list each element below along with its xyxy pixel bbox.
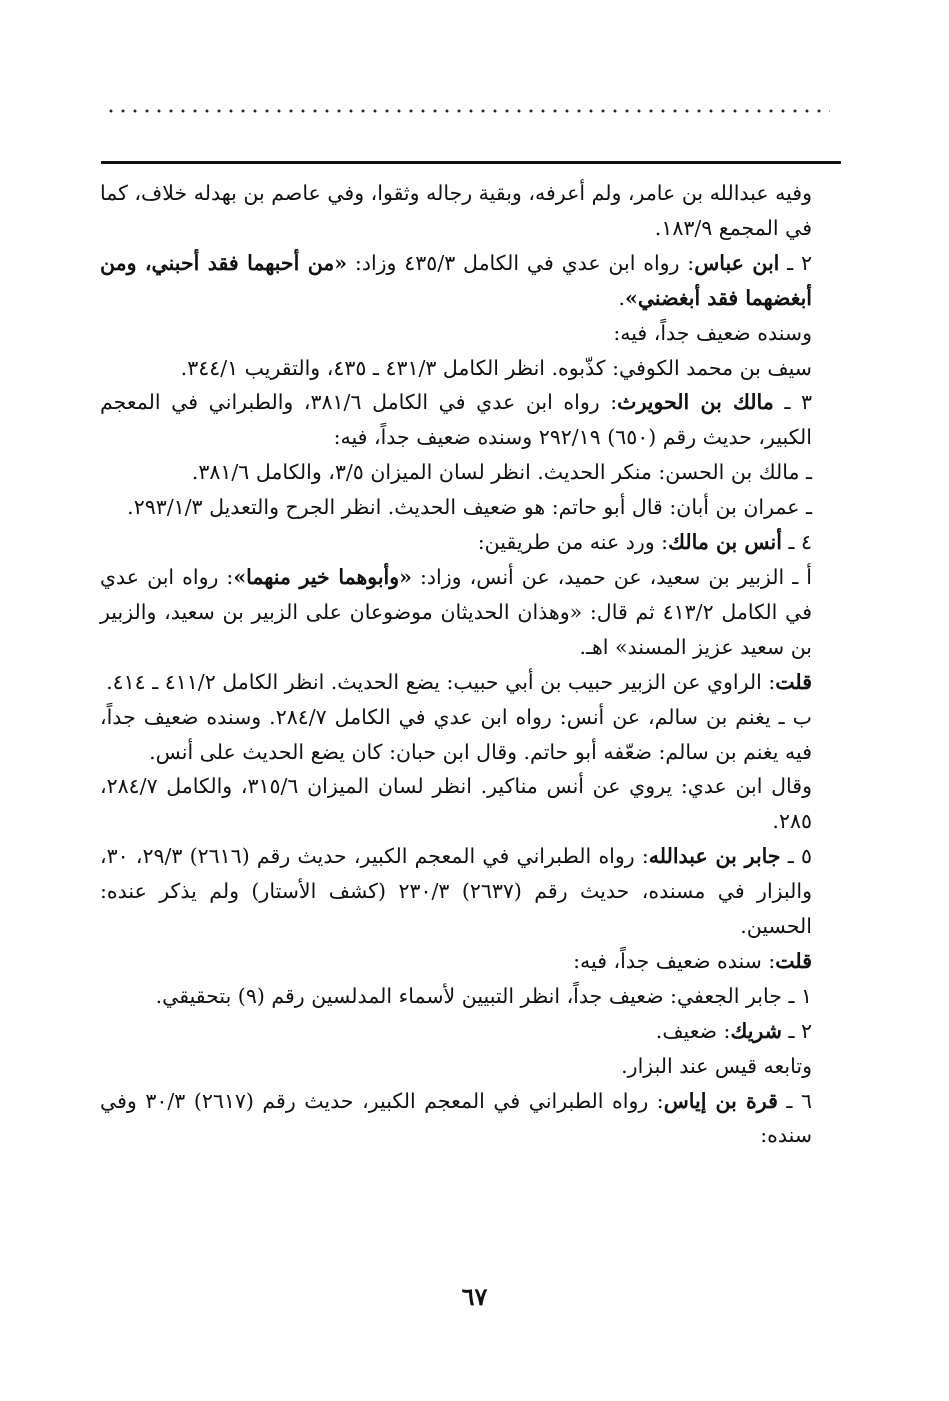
paragraph-16: ٢ ـ شريك: ضعيف. bbox=[655, 1018, 812, 1043]
horizontal-rule bbox=[101, 161, 841, 164]
narrator-name: جابر بن عبدالله bbox=[648, 844, 781, 869]
paragraph-8: ٤ ـ أنس بن مالك: ورد عنه من طريقين: bbox=[477, 530, 812, 555]
paragraph-14: قلت: سنده ضعيف جداً، فيه: bbox=[573, 948, 812, 973]
page-number: ٦٧ bbox=[461, 1282, 488, 1311]
narrator-name: قرة بن إياس bbox=[663, 1088, 778, 1113]
paragraph-12: وقال ابن عدي: يروي عن أنس مناكير. انظر لسان الميزان ٣١٥/٦، والكامل ٢٨٤/٧، ٢٨٥. bbox=[100, 774, 812, 834]
paragraph-1: وفيه عبدالله بن عامر، ولم أعرفه، وبقية رجاله وثقوا، وفي عاصم بن بهدله خلاف، كما في المجمع ١٨٣/٩. bbox=[100, 181, 812, 240]
quoted-addition: «من أحبهما فقد أحبني، ومن أبغضهما فقد أبغضني» bbox=[100, 250, 812, 310]
paragraph-18: ٦ ـ قرة بن إياس: رواه الطبراني في المعجم الكبير، حديث رقم (٢٦١٧) ٣٠/٣ وفي سنده: bbox=[100, 1088, 812, 1148]
paragraph-17: وتابعه قيس عند البزار. bbox=[621, 1053, 812, 1078]
paragraph-10: قلت: الراوي عن الزبير حبيب بن أبي حبيب: يضع الحديث. انظر الكامل ٤١١/٢ ـ ٤١٤. bbox=[106, 669, 812, 694]
page-body bbox=[100, 176, 812, 1153]
note-label: قلت bbox=[775, 669, 812, 694]
paragraph-3: وسنده ضعيف جداً، فيه: bbox=[613, 320, 812, 345]
paragraph-7: ـ عمران بن أبان: قال أبو حاتم: هو ضعيف الحديث. انظر الجرح والتعديل ٢٩٣/١/٣. bbox=[127, 495, 812, 520]
paragraph-4: سيف بن محمد الكوفي: كذّبوه. انظر الكامل ٤٣١/٣ ـ ٤٣٥، والتقريب ٣٤٤/١. bbox=[180, 355, 812, 380]
note-label: قلت bbox=[775, 948, 812, 973]
narrator-name: أنس بن مالك bbox=[668, 530, 782, 555]
narrator-name: شريك bbox=[730, 1018, 782, 1043]
narrator-name: مالك بن الحويرث bbox=[617, 390, 774, 415]
paragraph-6: ـ مالك بن الحسن: منكر الحديث. انظر لسان الميزان ٣/٥، والكامل ٣٨١/٦. bbox=[191, 460, 812, 485]
paragraph-13: ٥ ـ جابر بن عبدالله: رواه الطبراني في المعجم الكبير، حديث رقم (٢٦١٦) ٢٩/٣، ٣٠، والبزار في مسنده، حديث رقم (٢٦٣٧) ٢٣٠/٣ (كشف الأستار) ولم يذكر عنده: الحسين. bbox=[100, 844, 813, 939]
paragraph-5: ٣ ـ مالك بن الحويرث: رواه ابن عدي في الكامل ٣٨١/٦، والطبراني في المعجم الكبير، حديث رقم (٦٥٠) ٢٩٢/١٩ وسنده ضعيف جداً، فيه: bbox=[100, 390, 812, 450]
dotted-separator bbox=[105, 108, 830, 114]
narrator-name: ابن عباس bbox=[694, 250, 780, 275]
paragraph-9: أ ـ الزبير بن سعيد، عن حميد، عن أنس، وزاد: «وأبوهما خير منهما»: رواه ابن عدي في الكامل ٤١٣/٢ ثم قال: «وهذان الحديثان موضوعان على الزبير بن سعيد، والزبير بن سعيد عزيز المسند» اهـ. bbox=[100, 564, 812, 659]
paragraph-2: ٢ ـ ابن عباس: رواه ابن عدي في الكامل ٤٣٥/٣ وزاد: «من أحبهما فقد أحبني، ومن أبغضهما فقد أبغضني». bbox=[100, 250, 813, 310]
paragraph-15: ١ ـ جابر الجعفي: ضعيف جداً، انظر التبيين لأسماء المدلسين رقم (٩) بتحقيقي. bbox=[155, 983, 812, 1008]
quoted-addition: «وأبوهما خير منهما» bbox=[233, 564, 412, 589]
paragraph-11: ب ـ يغنم بن سالم، عن أنس: رواه ابن عدي في الكامل ٢٨٤/٧. وسنده ضعيف جداً، فيه يغنم بن سالم: ضعّفه أبو حاتم. وقال ابن حبان: كان يضع الحديث على أنس. bbox=[100, 704, 812, 764]
